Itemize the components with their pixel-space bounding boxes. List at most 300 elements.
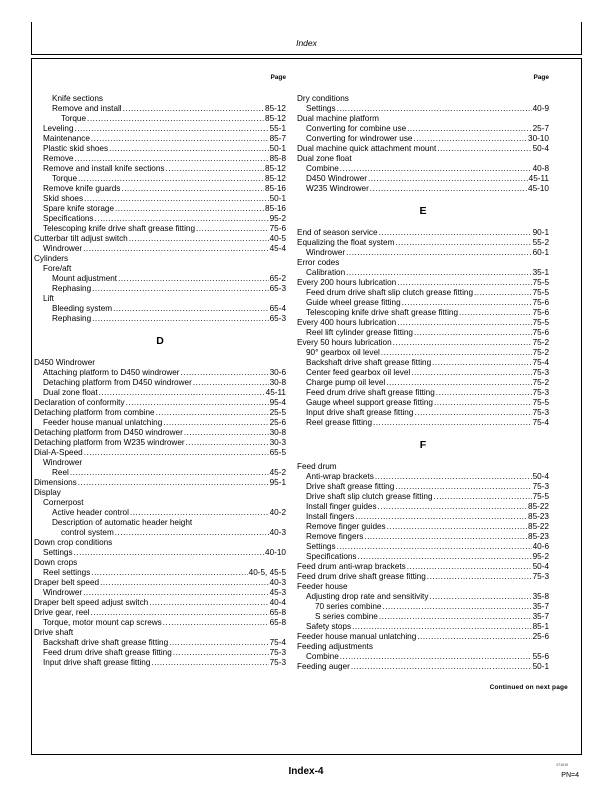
entry-text: Windrower: [43, 588, 83, 597]
entry-text: Feed drum anti-wrap brackets: [297, 562, 406, 571]
leader-dots: [414, 328, 532, 338]
leader-dots: [78, 174, 264, 184]
entry-page: 75-5: [532, 288, 549, 297]
leader-dots: [375, 472, 532, 482]
index-entry: [297, 512, 549, 522]
entry-page: 65-4: [269, 304, 286, 313]
entry-page: 85-23: [528, 512, 549, 521]
entry-page: 25-6: [269, 418, 286, 427]
leader-dots: [414, 408, 531, 418]
entry-page: 65-8: [269, 618, 286, 627]
leader-dots: [351, 662, 532, 672]
entry-text: Attaching platform to D450 windrower: [43, 368, 180, 377]
entry-text: Skid shoes: [43, 194, 84, 203]
entry-page: 35-1: [532, 268, 549, 277]
entry-text: Reel: [52, 468, 69, 477]
entry-text: Rephasing: [52, 314, 92, 323]
index-entry: [34, 154, 286, 164]
index-heading: Dual zone float: [297, 154, 352, 163]
leader-dots: [75, 124, 269, 134]
entry-text: W235 Windrower: [306, 184, 369, 193]
leader-dots: [78, 478, 269, 488]
entry-text: S series combine: [315, 612, 378, 621]
entry-page: 85-12: [265, 104, 286, 113]
section-letter: D: [156, 335, 164, 347]
leader-dots: [434, 398, 532, 408]
index-heading: Knife sections: [52, 94, 103, 103]
entry-text: Bleeding system: [52, 304, 113, 313]
index-entry: [297, 288, 549, 298]
entry-page: 45-11: [528, 174, 549, 183]
entry-page: 75-3: [532, 482, 549, 491]
entry-text: Remove: [43, 154, 74, 163]
index-entry: [34, 284, 286, 294]
entry-page: 75-5: [532, 278, 549, 287]
leader-dots: [181, 368, 269, 378]
entry-text: Guide wheel grease fitting: [306, 298, 401, 307]
index-entry: [297, 124, 549, 134]
index-entry: [297, 358, 549, 368]
leader-dots: [352, 622, 532, 632]
index-heading: D450 Windrower: [34, 358, 95, 367]
index-entry: [297, 298, 549, 308]
leader-dots: [149, 598, 268, 608]
leader-dots: [83, 244, 268, 254]
leader-dots: [129, 234, 269, 244]
header-frame: [31, 22, 582, 55]
index-entry: [297, 572, 549, 582]
index-entry: [297, 592, 549, 602]
entry-page: 95-2: [532, 552, 549, 561]
entry-text: Drive shaft grease fitting: [306, 482, 395, 491]
index-entry: [297, 308, 549, 318]
index-entry: [34, 598, 286, 608]
index-entry: [34, 124, 286, 134]
index-entry: [297, 278, 549, 288]
entry-text: Mount adjustment: [52, 274, 118, 283]
leader-dots: [382, 602, 531, 612]
index-entry: [297, 378, 549, 388]
leader-dots: [414, 134, 528, 144]
leader-dots: [411, 368, 531, 378]
entry-page: 30-10: [528, 134, 549, 143]
entry-page: 45-2: [269, 468, 286, 477]
leader-dots: [113, 304, 269, 314]
leader-dots: [166, 164, 265, 174]
leader-dots: [123, 104, 264, 114]
leader-dots: [151, 658, 268, 668]
entry-text: Every 400 hours lubrication: [297, 318, 397, 327]
entry-text: Adjusting drop rate and sensitivity: [306, 592, 429, 601]
entry-page: 40-6: [532, 542, 549, 551]
index-entry: [34, 478, 286, 488]
index-entry: [297, 552, 549, 562]
entry-text: Maintenance: [43, 134, 90, 143]
entry-page: 65-2: [269, 274, 286, 283]
leader-dots: [397, 318, 531, 328]
index-entry: [34, 408, 286, 418]
entry-text: Anti-wrap brackets: [306, 472, 374, 481]
index-entry: [34, 568, 286, 578]
entry-page: 50-4: [532, 144, 549, 153]
entry-page: 85-22: [528, 502, 549, 511]
entry-text: Every 50 hours lubrication: [297, 338, 392, 347]
leader-dots: [91, 134, 269, 144]
entry-text: Remove knife guards: [43, 184, 121, 193]
index-entry: [297, 622, 549, 632]
leader-dots: [386, 378, 531, 388]
index-entry: [297, 174, 549, 184]
entry-page: 65-8: [269, 608, 286, 617]
entry-page: 40-5: [269, 234, 286, 243]
entry-page: 75-6: [532, 328, 549, 337]
entry-text: Windrower: [306, 248, 346, 257]
index-entry: [297, 348, 549, 358]
entry-page: 50-4: [532, 562, 549, 571]
entry-page: 30-3: [269, 438, 286, 447]
leader-dots: [397, 278, 531, 288]
index-entry: [297, 398, 549, 408]
entry-text: Calibration: [306, 268, 346, 277]
entry-text: Detaching platform from W235 windrower: [34, 438, 185, 447]
index-entry: [297, 482, 549, 492]
entry-text: Combine: [306, 164, 339, 173]
entry-text: Install fingers: [306, 512, 355, 521]
index-entry: [34, 194, 286, 204]
entry-text: Specifications: [43, 214, 94, 223]
continued-note: Continued on next page: [489, 684, 568, 691]
leader-dots: [156, 408, 269, 418]
index-entry: [34, 618, 286, 628]
entry-page: 30-8: [269, 428, 286, 437]
entry-page: 75-4: [532, 418, 549, 427]
entry-text: Declaration of conformity: [34, 398, 125, 407]
entry-page: 75-5: [532, 398, 549, 407]
entry-page: 30-8: [269, 378, 286, 387]
entry-page: 40-3: [269, 578, 286, 587]
entry-text: 90° gearbox oil level: [306, 348, 380, 357]
index-entry: [297, 144, 549, 154]
leader-dots: [373, 418, 532, 428]
entry-text: Torque, motor mount cap screws: [43, 618, 162, 627]
entry-text: Reel grease fitting: [306, 418, 372, 427]
leader-dots: [337, 542, 532, 552]
entry-page: 75-6: [532, 308, 549, 317]
entry-page: 40-9: [532, 104, 549, 113]
entry-text: Remove and install: [52, 104, 122, 113]
entry-page: 75-4: [269, 638, 286, 647]
index-heading: Lift: [43, 294, 54, 303]
entry-text: Feed drum drive shaft grease fitting: [306, 388, 435, 397]
entry-page: 75-6: [269, 224, 286, 233]
index-heading: Feed drum: [297, 462, 337, 471]
entry-page: 65-5: [269, 448, 286, 457]
index-entry: [297, 248, 549, 258]
entry-page: 85-22: [528, 522, 549, 531]
entry-text: Converting for windrower use: [306, 134, 413, 143]
index-entry: [34, 608, 286, 618]
leader-dots: [381, 348, 532, 358]
entry-page: 85-12: [265, 174, 286, 183]
entry-page: 50-4: [532, 472, 549, 481]
leader-dots: [95, 214, 269, 224]
entry-text: Detaching platform from combine: [34, 408, 155, 417]
index-entry: [34, 114, 286, 124]
index-entry: [34, 224, 286, 234]
leader-dots: [395, 482, 531, 492]
index-heading: Feeder house: [297, 582, 348, 591]
entry-text: Reel lift cylinder grease fitting: [306, 328, 413, 337]
leader-dots: [337, 104, 532, 114]
leader-dots: [121, 184, 264, 194]
index-entry: [34, 204, 286, 214]
leader-dots: [379, 612, 532, 622]
entry-text: Remove fingers: [306, 532, 364, 541]
leader-dots: [340, 164, 532, 174]
index-entry: [297, 492, 549, 502]
entry-text: Gauge wheel support grease fitting: [306, 398, 433, 407]
entry-text: Specifications: [306, 552, 357, 561]
entry-text: Draper belt speed adjust switch: [34, 598, 149, 607]
leader-dots: [379, 228, 532, 238]
index-entry: [34, 578, 286, 588]
entry-page: 25-6: [532, 632, 549, 641]
leader-dots: [169, 638, 268, 648]
entry-text: End of season service: [297, 228, 378, 237]
leader-dots: [70, 468, 269, 478]
index-heading: Display: [34, 488, 61, 497]
entry-page: 85-16: [265, 204, 286, 213]
leader-dots: [407, 562, 532, 572]
entry-text: Backshaft drive shaft grease fitting: [43, 638, 169, 647]
entry-text: Combine: [306, 652, 339, 661]
entry-page: 50-1: [269, 144, 286, 153]
leader-dots: [364, 532, 527, 542]
entry-page: 85-1: [532, 622, 549, 631]
index-entry: [297, 652, 549, 662]
header-title: Index: [296, 38, 317, 48]
index-entry: [34, 314, 286, 324]
leader-dots: [75, 154, 269, 164]
leader-dots: [417, 632, 531, 642]
entry-page: 75-5: [532, 318, 549, 327]
entry-text: control system: [61, 528, 114, 537]
index-entry: [34, 428, 286, 438]
leader-dots: [387, 522, 527, 532]
index-entry: [297, 602, 549, 612]
leader-dots: [378, 502, 528, 512]
leader-dots: [474, 288, 532, 298]
index-entry: [297, 418, 549, 428]
entry-page: 95-1: [269, 478, 286, 487]
entry-page: 75-2: [532, 348, 549, 357]
entry-page: 85-16: [265, 184, 286, 193]
index-entry: [297, 562, 549, 572]
entry-page: 30-6: [269, 368, 286, 377]
entry-page: 25-5: [269, 408, 286, 417]
entry-page: 25-7: [532, 124, 549, 133]
page-column-label: Page: [270, 74, 286, 81]
index-entry: [297, 328, 549, 338]
entry-text: Dimensions: [34, 478, 77, 487]
entry-text: Feeding auger: [297, 662, 350, 671]
entry-page: 55-6: [532, 652, 549, 661]
index-entry: [297, 164, 549, 174]
index-entry: [297, 268, 549, 278]
entry-page: 85-12: [265, 114, 286, 123]
leader-dots: [355, 512, 527, 522]
index-entry: [34, 468, 286, 478]
index-column-right: [297, 74, 549, 672]
entry-page: 40-4: [269, 598, 286, 607]
leader-dots: [437, 144, 531, 154]
entry-page: 35-7: [532, 602, 549, 611]
entry-text: Plastic skid shoes: [43, 144, 109, 153]
index-entry: [34, 244, 286, 254]
entry-text: Draper belt speed: [34, 578, 100, 587]
index-heading: Down crop conditions: [34, 538, 113, 547]
index-entry: [34, 304, 286, 314]
entry-text: Drive shaft slip clutch grease fitting: [306, 492, 433, 501]
index-entry: [297, 228, 549, 238]
leader-dots: [130, 508, 269, 518]
index-entry: [34, 368, 286, 378]
entry-page: 45-4: [269, 244, 286, 253]
leader-dots: [84, 448, 269, 458]
entry-page: 85-8: [269, 154, 286, 163]
leader-dots: [393, 338, 532, 348]
index-entry: [34, 658, 286, 668]
entry-page: 75-6: [532, 298, 549, 307]
entry-text: Telescoping knife drive shaft grease fitting: [43, 224, 196, 233]
leader-dots: [340, 652, 532, 662]
entry-text: Cutterbar tilt adjust switch: [34, 234, 128, 243]
entry-text: Dial-A-Speed: [34, 448, 83, 457]
entry-text: Remove finger guides: [306, 522, 386, 531]
index-entry: [297, 522, 549, 532]
entry-page: 50-1: [532, 662, 549, 671]
index-entry: [34, 528, 286, 538]
entry-page: 85-23: [528, 532, 549, 541]
leader-dots: [126, 398, 269, 408]
index-heading: Windrower: [43, 458, 83, 467]
leader-dots: [83, 588, 268, 598]
index-entry: [297, 368, 549, 378]
leader-dots: [358, 552, 532, 562]
leader-dots: [173, 648, 269, 658]
index-entry: [34, 638, 286, 648]
entry-page: 55-2: [532, 238, 549, 247]
index-entry: [297, 134, 549, 144]
entry-page: 45-10: [528, 184, 549, 193]
index-entry: [297, 502, 549, 512]
index-entry: [297, 238, 549, 248]
entry-text: Reel settings: [43, 568, 91, 577]
entry-page: 75-3: [532, 368, 549, 377]
index-heading: Down crops: [34, 558, 78, 567]
entry-text: Spare knife storage: [43, 204, 115, 213]
entry-text: Equalizing the float system: [297, 238, 395, 247]
index-entry: [34, 214, 286, 224]
entry-text: Active header control: [52, 508, 129, 517]
entry-page: 40-2: [269, 508, 286, 517]
index-entry: [34, 104, 286, 114]
index-entry: [34, 448, 286, 458]
index-entry: [34, 418, 286, 428]
index-entry: [297, 184, 549, 194]
index-entry: [297, 338, 549, 348]
entry-text: Leveling: [43, 124, 74, 133]
index-entry: [34, 274, 286, 284]
leader-dots: [84, 194, 269, 204]
entry-text: Dual machine quick attachment mount: [297, 144, 437, 153]
entry-text: Windrower: [43, 244, 83, 253]
leader-dots: [118, 274, 269, 284]
index-entry: [34, 438, 286, 448]
leader-dots: [346, 248, 531, 258]
entry-text: Feeder house manual unlatching: [43, 418, 163, 427]
entry-page: 45-3: [269, 588, 286, 597]
footer-page-index: Index-4: [288, 766, 324, 777]
entry-page: 40-5, 45-5: [248, 568, 286, 577]
entry-text: Detaching platform from D450 windrower: [34, 428, 183, 437]
entry-page: 75-4: [532, 358, 549, 367]
entry-page: 40-10: [265, 548, 286, 557]
entry-text: Rephasing: [52, 284, 92, 293]
leader-dots: [92, 284, 268, 294]
index-heading: Drive shaft: [34, 628, 74, 637]
index-entry: [34, 378, 286, 388]
index-entry: [297, 532, 549, 542]
leader-dots: [196, 224, 269, 234]
entry-text: Center feed gearbox oil level: [306, 368, 411, 377]
entry-page: 75-3: [532, 388, 549, 397]
entry-page: 85-7: [269, 134, 286, 143]
entry-text: Safety stops: [306, 622, 352, 631]
entry-text: Torque: [52, 174, 78, 183]
footer-code: 071615: [556, 763, 568, 767]
leader-dots: [91, 608, 269, 618]
entry-text: Feed drum drive shaft grease fitting: [297, 572, 426, 581]
entry-text: Remove and install knife sections: [43, 164, 165, 173]
index-heading: Description of automatic header height: [52, 518, 193, 527]
leader-dots: [407, 124, 531, 134]
entry-page: 50-1: [269, 194, 286, 203]
entry-page: 75-3: [269, 658, 286, 667]
leader-dots: [370, 184, 527, 194]
index-heading: Dry conditions: [297, 94, 349, 103]
entry-page: 75-3: [532, 572, 549, 581]
leader-dots: [429, 592, 531, 602]
leader-dots: [436, 388, 532, 398]
index-entry: [34, 388, 286, 398]
entry-text: D450 Windrower: [306, 174, 367, 183]
leader-dots: [184, 428, 269, 438]
entry-page: 75-2: [532, 338, 549, 347]
index-column-left: [34, 74, 286, 668]
entry-page: 40-8: [532, 164, 549, 173]
entry-page: 75-3: [532, 408, 549, 417]
index-entry: [297, 104, 549, 114]
leader-dots: [115, 204, 264, 214]
leader-dots: [163, 418, 268, 428]
index-entry: [297, 408, 549, 418]
index-entry: [34, 184, 286, 194]
index-entry: [34, 174, 286, 184]
entry-text: Torque: [61, 114, 87, 123]
entry-page: 75-3: [269, 648, 286, 657]
entry-page: 65-3: [269, 314, 286, 323]
